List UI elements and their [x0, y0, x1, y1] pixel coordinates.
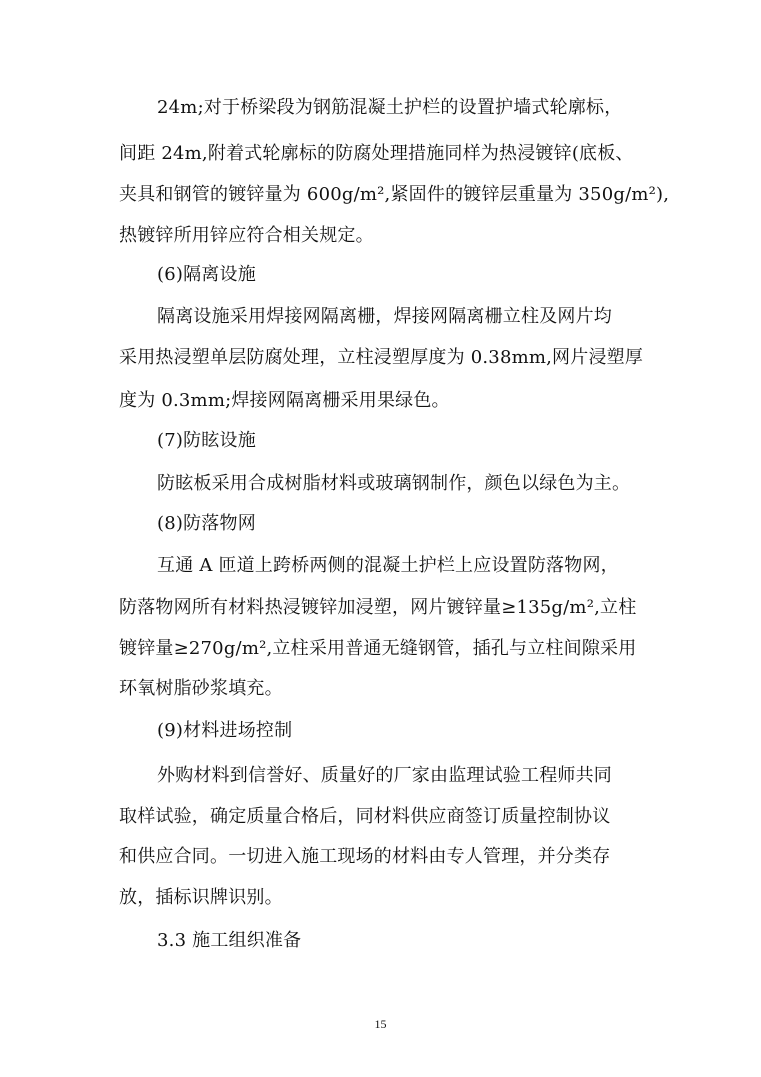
paragraph-line: 镀锌量≥270g/m²,立柱采用普通无缝钢管，插孔与立柱间隙采用	[119, 638, 637, 659]
section-heading: (9)材料进场控制	[157, 720, 293, 741]
paragraph-line: 间距 24m,附着式轮廓标的防腐处理措施同样为热浸镀锌(底板、	[119, 143, 634, 164]
section-heading: (8)防落物网	[157, 513, 256, 534]
paragraph-line: 和供应合同。一切进入施工现场的材料由专人管理，并分类存	[119, 846, 611, 867]
section-heading: (7)防眩设施	[157, 430, 256, 451]
paragraph-line: 取样试验，确定质量合格后，同材料供应商签订质量控制协议	[119, 806, 611, 827]
paragraph-line: 隔离设施采用焊接网隔离栅，焊接网隔离栅立柱及网片均	[157, 306, 612, 327]
section-heading: 3.3 施工组织准备	[157, 930, 302, 951]
paragraph-line: 采用热浸塑单层防腐处理，立柱浸塑厚度为 0.38mm,网片浸塑厚	[119, 347, 644, 368]
paragraph-line: 防眩板采用合成树脂材料或玻璃钢制作，颜色以绿色为主。	[157, 473, 631, 494]
paragraph-line: 夹具和钢管的镀锌量为 600g/m²,紧固件的镀锌层重量为 350g/m²),	[119, 184, 670, 205]
paragraph-line: 度为 0.3mm;焊接网隔离栅采用果绿色。	[119, 390, 450, 411]
paragraph-line: 24m;对于桥梁段为钢筋混凝土护栏的设置护墙式轮廓标，	[157, 97, 623, 118]
paragraph-line: 放，插标识牌识别。	[119, 887, 283, 908]
paragraph-line: 环氧树脂砂浆填充。	[119, 678, 283, 699]
paragraph-line: 防落物网所有材料热浸镀锌加浸塑，网片镀锌量≥135g/m²,立柱	[119, 597, 637, 618]
paragraph-line: 热镀锌所用锌应符合相关规定。	[119, 225, 374, 246]
paragraph-line: 互通 A 匝道上跨桥两侧的混凝土护栏上应设置防落物网，	[157, 555, 619, 576]
section-heading: (6)隔离设施	[157, 264, 256, 285]
page-number: 15	[374, 1017, 387, 1031]
paragraph-line: 外购材料到信誉好、质量好的厂家由监理试验工程师共同	[157, 765, 612, 786]
